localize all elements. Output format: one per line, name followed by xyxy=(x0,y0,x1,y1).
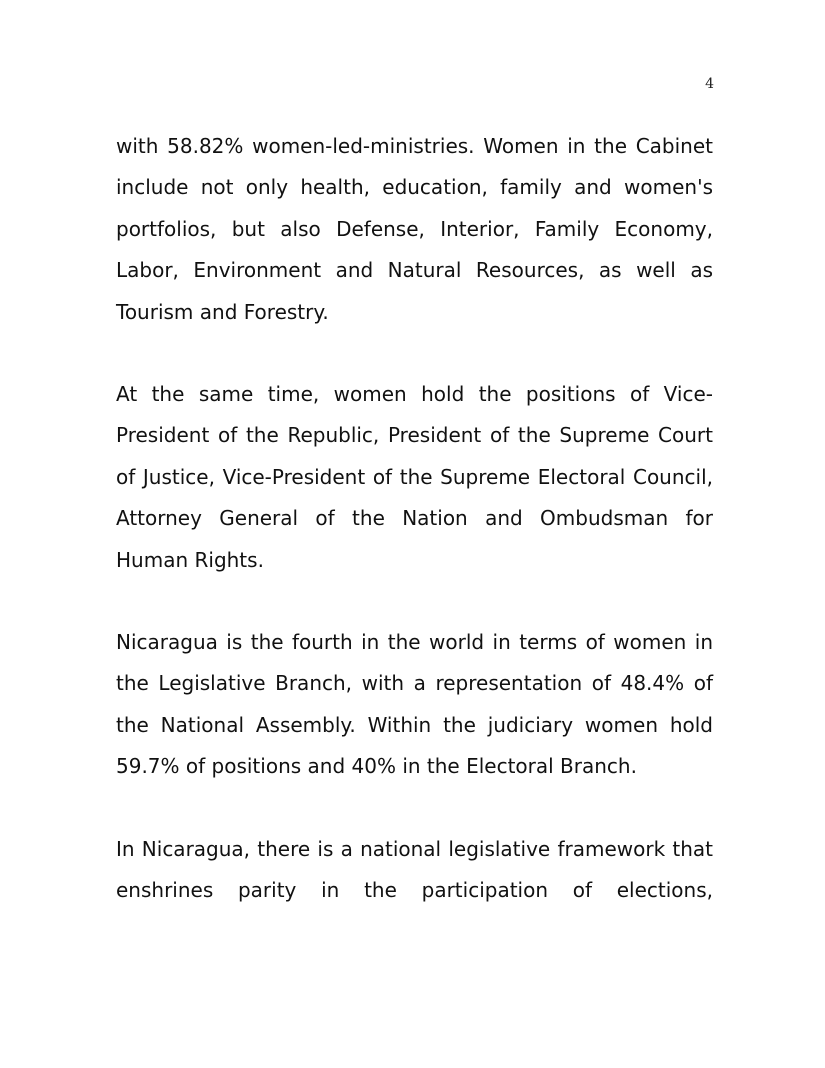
paragraph-ministries: with 58.82% women-led-ministries. Women in the Cabinet include not only health, education, family and women's portfolios, but also Defense, Interior, Family Economy, Labor, Environment and Natural Resources, as well as Tourism and Forestry. xyxy=(116,134,713,324)
page-number: 4 xyxy=(705,76,714,92)
body-text xyxy=(116,126,713,953)
paragraph-leadership-positions: At the same time, women hold the positions of Vice-President of the Republic, President of the Supreme Court of Justice, Vice-President of the Supreme Electoral Council, Attorney General of the Nation and Ombudsman for Human Rights. xyxy=(116,382,713,572)
paragraph-legislative-framework: In Nicaragua, there is a national legislative framework that enshrines parity in the participation of elections, xyxy=(116,836,713,903)
paragraph-legislative-representation: Nicaragua is the fourth in the world in terms of women in the Legislative Branch, with a representation of 48.4% of the National Assembly. Within the judiciary women hold 59.7% of positions and 40% in the Electoral Branch. xyxy=(116,630,713,779)
